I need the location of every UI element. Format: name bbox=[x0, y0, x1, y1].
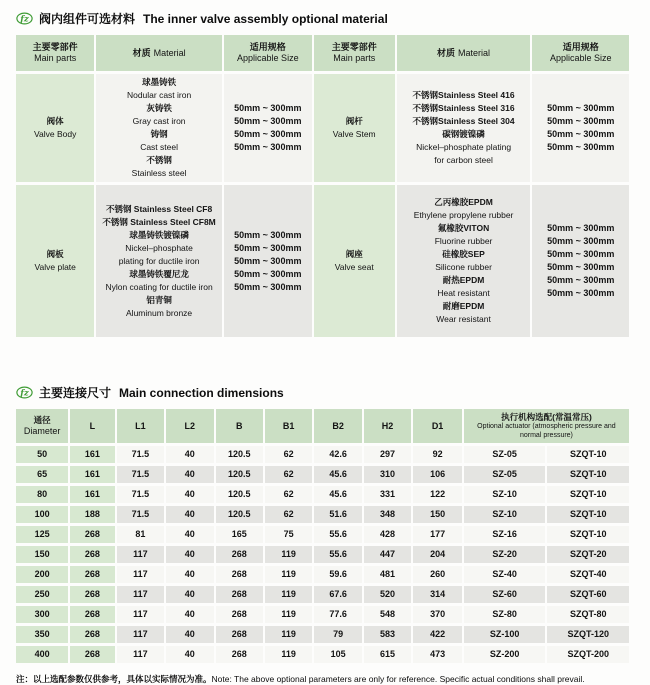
section2-title-en: Main connection dimensions bbox=[119, 385, 284, 400]
value-cell: 92 bbox=[413, 446, 462, 463]
inner-valve-material-table bbox=[14, 32, 631, 340]
value-cell: 117 bbox=[117, 566, 164, 583]
dimension-row bbox=[16, 606, 629, 623]
fz-oval-logo-icon bbox=[16, 12, 33, 25]
connection-dimensions-table bbox=[14, 406, 631, 666]
col-header-main-parts: 主要零部件 Main parts bbox=[16, 35, 94, 71]
value-cell: 40 bbox=[166, 566, 213, 583]
col-header-B2: B2 bbox=[314, 409, 361, 443]
value-cell: 268 bbox=[70, 646, 114, 663]
value-cell: 62 bbox=[265, 446, 312, 463]
value-cell: 520 bbox=[364, 586, 411, 603]
svg-text:fz: fz bbox=[20, 14, 29, 25]
szqt-actuator-cell: SZQT-10 bbox=[547, 466, 629, 483]
col-header-applicable-size: 适用规格 Applicable Size bbox=[224, 35, 312, 71]
dimension-row bbox=[16, 626, 629, 643]
value-cell: 62 bbox=[265, 506, 312, 523]
szqt-actuator-cell: SZQT-10 bbox=[547, 526, 629, 543]
col-header-B1: B1 bbox=[265, 409, 312, 443]
part-cell: 阀体 Valve Body bbox=[16, 74, 94, 182]
diameter-cell: 400 bbox=[16, 646, 68, 663]
value-cell: 119 bbox=[265, 546, 312, 563]
value-cell: 297 bbox=[364, 446, 411, 463]
diameter-cell: 200 bbox=[16, 566, 68, 583]
diameter-cell: 65 bbox=[16, 466, 68, 483]
value-cell: 55.6 bbox=[314, 546, 361, 563]
value-cell: 268 bbox=[216, 646, 263, 663]
dimension-row bbox=[16, 566, 629, 583]
value-cell: 473 bbox=[413, 646, 462, 663]
value-cell: 204 bbox=[413, 546, 462, 563]
value-cell: 67.6 bbox=[314, 586, 361, 603]
sz-actuator-cell: SZ-100 bbox=[464, 626, 546, 643]
szqt-actuator-cell: SZQT-10 bbox=[547, 506, 629, 523]
material-cell: 球墨铸铁 Nodular cast iron 灰铸铁 Gray cast iron 铸钢 Cast steel 不锈钢 Stainless steel bbox=[96, 74, 221, 182]
value-cell: 59.6 bbox=[314, 566, 361, 583]
value-cell: 40 bbox=[166, 506, 213, 523]
value-cell: 331 bbox=[364, 486, 411, 503]
value-cell: 268 bbox=[70, 526, 114, 543]
szqt-actuator-cell: SZQT-120 bbox=[547, 626, 629, 643]
dimension-row bbox=[16, 486, 629, 503]
value-cell: 62 bbox=[265, 486, 312, 503]
svg-text:fz: fz bbox=[20, 388, 29, 399]
footnote-en: Note: The above optional parameters are only for reference. Specific actual conditions shall prevail. bbox=[211, 674, 585, 684]
sz-actuator-cell: SZ-05 bbox=[464, 446, 546, 463]
value-cell: 40 bbox=[166, 446, 213, 463]
value-cell: 71.5 bbox=[117, 486, 164, 503]
value-cell: 314 bbox=[413, 586, 462, 603]
col-header-L2: L2 bbox=[166, 409, 213, 443]
sz-actuator-cell: SZ-16 bbox=[464, 526, 546, 543]
value-cell: 40 bbox=[166, 606, 213, 623]
value-cell: 120.5 bbox=[216, 506, 263, 523]
value-cell: 62 bbox=[265, 466, 312, 483]
value-cell: 268 bbox=[70, 566, 114, 583]
value-cell: 268 bbox=[70, 546, 114, 563]
value-cell: 268 bbox=[70, 606, 114, 623]
value-cell: 71.5 bbox=[117, 446, 164, 463]
value-cell: 122 bbox=[413, 486, 462, 503]
material-row bbox=[16, 185, 629, 337]
diameter-cell: 125 bbox=[16, 526, 68, 543]
diameter-cell: 50 bbox=[16, 446, 68, 463]
value-cell: 188 bbox=[70, 506, 114, 523]
value-cell: 268 bbox=[216, 546, 263, 563]
value-cell: 119 bbox=[265, 586, 312, 603]
value-cell: 119 bbox=[265, 626, 312, 643]
sz-actuator-cell: SZ-05 bbox=[464, 466, 546, 483]
col-header-D1: D1 bbox=[413, 409, 462, 443]
value-cell: 55.6 bbox=[314, 526, 361, 543]
value-cell: 71.5 bbox=[117, 466, 164, 483]
col-header-optional-actuator: 执行机构选配(常温常压) Optional actuator (atmospheric pressure and normal pressure) bbox=[464, 409, 629, 443]
section2-title-zh: 主要连接尺寸 bbox=[39, 386, 112, 400]
value-cell: 177 bbox=[413, 526, 462, 543]
dimension-row bbox=[16, 586, 629, 603]
size-cell: 50mm ~ 300mm 50mm ~ 300mm 50mm ~ 300mm 50mm ~ 300mm bbox=[532, 74, 629, 182]
size-cell: 50mm ~ 300mm 50mm ~ 300mm 50mm ~ 300mm 50mm ~ 300mm bbox=[224, 74, 312, 182]
diameter-cell: 350 bbox=[16, 626, 68, 643]
szqt-actuator-cell: SZQT-200 bbox=[547, 646, 629, 663]
value-cell: 117 bbox=[117, 546, 164, 563]
szqt-actuator-cell: SZQT-60 bbox=[547, 586, 629, 603]
value-cell: 268 bbox=[216, 606, 263, 623]
col-header-applicable-size: 适用规格 Applicable Size bbox=[532, 35, 629, 71]
value-cell: 40 bbox=[166, 646, 213, 663]
dimension-row bbox=[16, 466, 629, 483]
dimension-row bbox=[16, 506, 629, 523]
value-cell: 161 bbox=[70, 466, 114, 483]
szqt-actuator-cell: SZQT-10 bbox=[547, 486, 629, 503]
value-cell: 150 bbox=[413, 506, 462, 523]
sz-actuator-cell: SZ-200 bbox=[464, 646, 546, 663]
material-row bbox=[16, 74, 629, 182]
value-cell: 75 bbox=[265, 526, 312, 543]
col-header-material: 材质 Material bbox=[96, 35, 221, 71]
value-cell: 548 bbox=[364, 606, 411, 623]
value-cell: 105 bbox=[314, 646, 361, 663]
dimension-row bbox=[16, 526, 629, 543]
footnote bbox=[16, 673, 650, 685]
table2-header-row bbox=[16, 409, 629, 443]
value-cell: 268 bbox=[216, 626, 263, 643]
szqt-actuator-cell: SZQT-40 bbox=[547, 566, 629, 583]
col-header-L: L bbox=[70, 409, 114, 443]
col-header-H2: H2 bbox=[364, 409, 411, 443]
value-cell: 40 bbox=[166, 586, 213, 603]
diameter-cell: 300 bbox=[16, 606, 68, 623]
part-cell: 阀杆 Valve Stem bbox=[314, 74, 395, 182]
col-header-diameter: 通径 Diameter bbox=[16, 409, 68, 443]
footnote-zh: 注：以上选配参数仅供参考，具体以实际情况为准。 bbox=[16, 674, 212, 684]
dimension-row bbox=[16, 446, 629, 463]
diameter-cell: 250 bbox=[16, 586, 68, 603]
value-cell: 370 bbox=[413, 606, 462, 623]
part-cell: 阀板 Valve plate bbox=[16, 185, 94, 337]
value-cell: 268 bbox=[70, 626, 114, 643]
value-cell: 117 bbox=[117, 586, 164, 603]
material-cell: 不锈钢 Stainless Steel CF8 不锈钢 Stainless Steel CF8M 球墨铸铁镀镍磷 Nickel–phosphate plating for ductile iron 球墨铸铁覆尼龙 Nylon coating for ductile iron 铝青铜 Aluminum bronze bbox=[96, 185, 221, 337]
col-header-B: B bbox=[216, 409, 263, 443]
value-cell: 120.5 bbox=[216, 486, 263, 503]
material-cell: 不锈钢Stainless Steel 416 不锈钢Stainless Steel 316 不锈钢Stainless Steel 304 碳钢镀镍磷 Nickel–phosphate plating for carbon steel bbox=[397, 74, 531, 182]
value-cell: 615 bbox=[364, 646, 411, 663]
szqt-actuator-cell: SZQT-80 bbox=[547, 606, 629, 623]
size-cell: 50mm ~ 300mm 50mm ~ 300mm 50mm ~ 300mm 50mm ~ 300mm 50mm ~ 300mm 50mm ~ 300mm bbox=[532, 185, 629, 337]
value-cell: 40 bbox=[166, 546, 213, 563]
value-cell: 268 bbox=[70, 586, 114, 603]
value-cell: 310 bbox=[364, 466, 411, 483]
section1-title bbox=[16, 10, 650, 27]
value-cell: 71.5 bbox=[117, 506, 164, 523]
value-cell: 422 bbox=[413, 626, 462, 643]
sz-actuator-cell: SZ-80 bbox=[464, 606, 546, 623]
value-cell: 161 bbox=[70, 446, 114, 463]
value-cell: 117 bbox=[117, 626, 164, 643]
value-cell: 120.5 bbox=[216, 466, 263, 483]
value-cell: 40 bbox=[166, 486, 213, 503]
value-cell: 81 bbox=[117, 526, 164, 543]
value-cell: 40 bbox=[166, 466, 213, 483]
col-header-L1: L1 bbox=[117, 409, 164, 443]
value-cell: 447 bbox=[364, 546, 411, 563]
szqt-actuator-cell: SZQT-10 bbox=[547, 446, 629, 463]
value-cell: 348 bbox=[364, 506, 411, 523]
value-cell: 45.6 bbox=[314, 486, 361, 503]
szqt-actuator-cell: SZQT-20 bbox=[547, 546, 629, 563]
value-cell: 40 bbox=[166, 626, 213, 643]
section1-title-zh: 阀内组件可选材料 bbox=[39, 12, 136, 26]
value-cell: 117 bbox=[117, 646, 164, 663]
size-cell: 50mm ~ 300mm 50mm ~ 300mm 50mm ~ 300mm 50mm ~ 300mm 50mm ~ 300mm bbox=[224, 185, 312, 337]
section1-title-en: The inner valve assembly optional material bbox=[143, 11, 388, 26]
value-cell: 583 bbox=[364, 626, 411, 643]
dimension-row bbox=[16, 546, 629, 563]
value-cell: 45.6 bbox=[314, 466, 361, 483]
col-header-main-parts: 主要零部件 Main parts bbox=[314, 35, 395, 71]
sz-actuator-cell: SZ-60 bbox=[464, 586, 546, 603]
value-cell: 161 bbox=[70, 486, 114, 503]
sz-actuator-cell: SZ-10 bbox=[464, 506, 546, 523]
value-cell: 120.5 bbox=[216, 446, 263, 463]
value-cell: 51.6 bbox=[314, 506, 361, 523]
diameter-cell: 100 bbox=[16, 506, 68, 523]
value-cell: 428 bbox=[364, 526, 411, 543]
part-cell: 阀座 Valve seat bbox=[314, 185, 395, 337]
value-cell: 42.6 bbox=[314, 446, 361, 463]
value-cell: 119 bbox=[265, 566, 312, 583]
dimension-row bbox=[16, 646, 629, 663]
value-cell: 79 bbox=[314, 626, 361, 643]
diameter-cell: 80 bbox=[16, 486, 68, 503]
value-cell: 106 bbox=[413, 466, 462, 483]
material-cell: 乙丙橡胶EPDM Ethylene propylene rubber 氟橡胶VITON Fluorine rubber 硅橡胶SEP Silicone rubber 耐热EPDM Heat resistant 耐磨EPDM Wear resistant bbox=[397, 185, 531, 337]
value-cell: 165 bbox=[216, 526, 263, 543]
value-cell: 40 bbox=[166, 526, 213, 543]
value-cell: 268 bbox=[216, 586, 263, 603]
value-cell: 77.6 bbox=[314, 606, 361, 623]
diameter-cell: 150 bbox=[16, 546, 68, 563]
value-cell: 119 bbox=[265, 606, 312, 623]
value-cell: 117 bbox=[117, 606, 164, 623]
value-cell: 260 bbox=[413, 566, 462, 583]
sz-actuator-cell: SZ-10 bbox=[464, 486, 546, 503]
sz-actuator-cell: SZ-40 bbox=[464, 566, 546, 583]
value-cell: 119 bbox=[265, 646, 312, 663]
sz-actuator-cell: SZ-20 bbox=[464, 546, 546, 563]
section2-title bbox=[16, 384, 650, 401]
col-header-material: 材质 Material bbox=[397, 35, 531, 71]
fz-oval-logo-icon bbox=[16, 386, 33, 399]
value-cell: 481 bbox=[364, 566, 411, 583]
value-cell: 268 bbox=[216, 566, 263, 583]
table1-header-row bbox=[16, 35, 629, 71]
